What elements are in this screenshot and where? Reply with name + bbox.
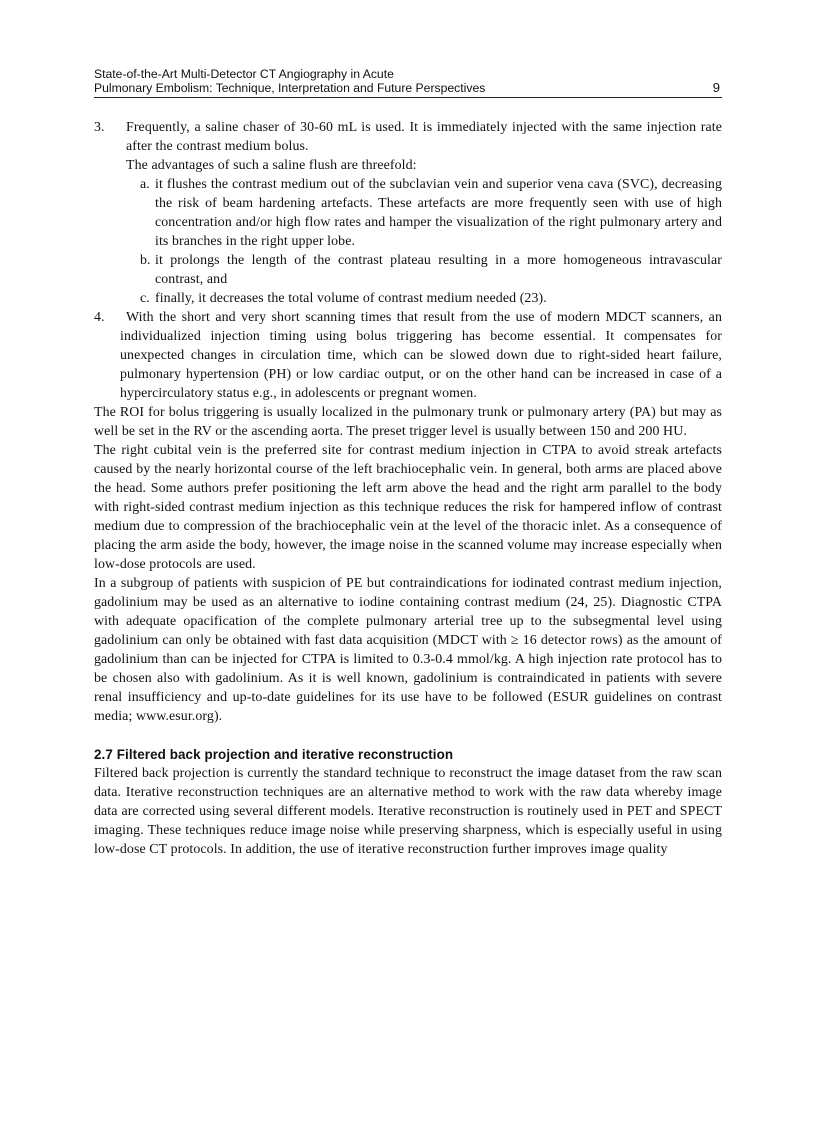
paragraph-gadolinium: In a subgroup of patients with suspicion of PE but contraindications for iodinated contrast medium injection, gadolinium may be used as an alternative to iodine containing contrast medium (24, 25). Diagnostic CTPA with adequate opacification of the complete pulmonary arterial tree up to the subsegmental level using gadolinium can only be obtained with fast data acquisition (MDCT with ≥ 16 detector rows) as the amount of gadolinium than can be injected for CTPA is limited to 0.3-0.4 mmol/kg. A high injection rate protocol has to be chosen also with gadolinium. As it is well known, gadolinium is contraindicated in patients with severe renal insufficiency and up-to-date guidelines for its use have to be followed (ESUR guidelines on contrast media; www.esur.org). bbox=[94, 576, 722, 724]
header-title-line-2: Pulmonary Embolism: Technique, Interpretation and Future Perspectives bbox=[94, 81, 486, 95]
list-item-4 bbox=[94, 308, 722, 403]
sublist-item-c-text: finally, it decreases the total volume of contrast medium needed (23). bbox=[155, 291, 547, 306]
section-heading: 2.7 Filtered back projection and iterative reconstruction bbox=[94, 747, 454, 762]
sublist-item-a bbox=[94, 175, 722, 251]
body-text bbox=[94, 118, 722, 859]
sublist-item-a-text: it flushes the contrast medium out of the subclavian vein and superior vena cava (SVC), decreasing the risk of beam hardening artefacts. These artefacts are more frequently seen with use of high concentration and/or high flow rates and hamper the visualization of the right pulmonary artery and its branches in the right upper lobe. bbox=[155, 177, 722, 249]
paragraph-cubital-vein: The right cubital vein is the preferred site for contrast medium injection in CTPA to avoid streak artefacts caused by the nearly horizontal course of the left brachiocephalic vein. In general, both arms are placed above the head. Some authors prefer positioning the left arm above the head and the right arm parallel to the body with right-sided contrast medium injection as this technique reduces the risk for hampered inflow of contrast medium due to compression of the brachiocephalic vein at the level of the thoracic inlet. As a consequence of placing the arm aside the body, however, the image noise in the scanned volume may increase especially when low-dose protocols are used. bbox=[94, 443, 722, 572]
section-paragraph: Filtered back projection is currently the standard technique to reconstruct the image dataset from the raw scan data. Iterative reconstruction techniques are an alternative method to work with the raw data whereby image data are corrected using several different models. Iterative reconstruction is routinely used in PET and SPECT imaging. These techniques reduce image noise while preserving sharpness, which is especially useful in using low-dose CT protocols. In addition, the use of iterative reconstruction further improves image quality bbox=[94, 766, 722, 857]
page-number: 9 bbox=[712, 80, 720, 95]
list-marker-3: 3. bbox=[94, 120, 105, 135]
paragraph-roi: The ROI for bolus triggering is usually localized in the pulmonary trunk or pulmonary artery (PA) but may as well be set in the RV or the ascending aorta. The preset trigger level is usually between 150 and 200 HU. bbox=[94, 405, 722, 439]
sublist-marker-c: c. bbox=[140, 291, 150, 306]
list-marker-4: 4. bbox=[94, 310, 105, 325]
sublist-item-b bbox=[94, 251, 722, 289]
list-item-4-text: With the short and very short scanning times that result from the use of modern MDCT scanners, an individualized injection timing using bolus triggering has become essential. It compensates for unexpected changes in circulation time, which can be slowed down due to right-sided heart failure, pulmonary hypertension (PH) or low cardiac output, or on the other hand can be increased in case of a hypercirculatory status e.g., in adolescents or pregnant women. bbox=[120, 310, 722, 401]
header-title-line-1: State-of-the-Art Multi-Detector CT Angiography in Acute bbox=[94, 67, 394, 81]
list-item-3 bbox=[94, 118, 722, 175]
list-item-3-text: Frequently, a saline chaser of 30-60 mL is used. It is immediately injected with the same injection rate after the contrast medium bolus. bbox=[126, 120, 722, 154]
sublist-marker-a: a. bbox=[140, 177, 150, 192]
list-item-3-intro: The advantages of such a saline flush are threefold: bbox=[126, 158, 417, 173]
sublist-item-c bbox=[94, 289, 722, 308]
sublist-marker-b: b. bbox=[140, 253, 151, 268]
sublist-item-b-text: it prolongs the length of the contrast plateau resulting in a more homogeneous intravascular contrast, and bbox=[155, 253, 722, 287]
running-header bbox=[94, 67, 722, 98]
